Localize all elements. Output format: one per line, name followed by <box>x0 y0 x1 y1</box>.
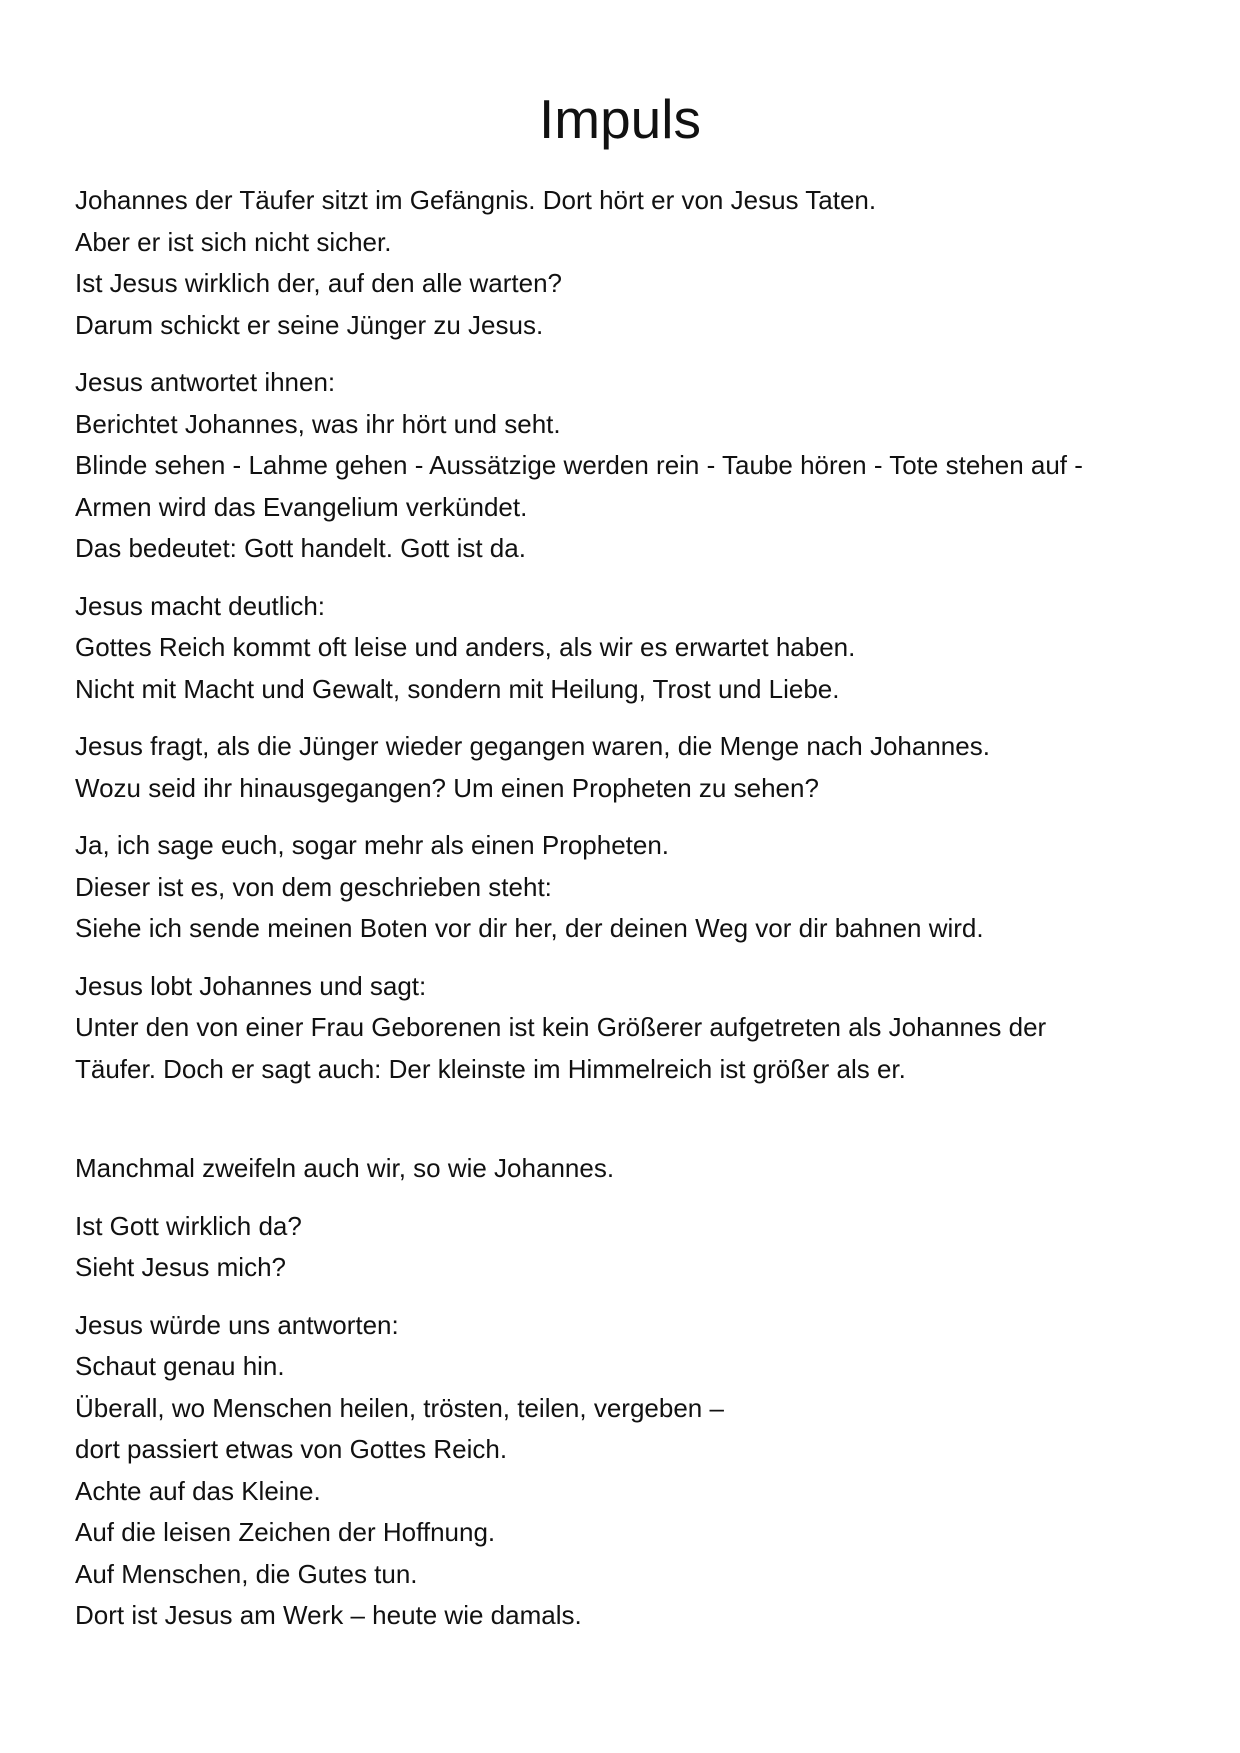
text-line: Sieht Jesus mich? <box>75 1252 286 1282</box>
paragraph-8 <box>75 1206 1185 1289</box>
document-body <box>75 180 1185 1653</box>
text-line: Siehe ich sende meinen Boten vor dir her, der deinen Weg vor dir bahnen wird. <box>75 913 984 943</box>
text-line: Ja, ich sage euch, sogar mehr als einen Propheten. <box>75 830 670 860</box>
text-line: Überall, wo Menschen heilen, trösten, teilen, vergeben – <box>75 1392 724 1423</box>
text-line: Jesus fragt, als die Jünger wieder gegangen waren, die Menge nach Johannes. <box>75 731 990 761</box>
text-line: Darum schickt er seine Jünger zu Jesus. <box>75 309 544 340</box>
text-line: Jesus lobt Johannes und sagt: <box>75 970 427 1001</box>
paragraph-4 <box>75 726 1185 809</box>
text-line: Blinde sehen - Lahme gehen - Aussätzige werden rein - Taube hören - Tote stehen auf - <box>75 450 1083 480</box>
paragraph-7 <box>75 1148 1185 1190</box>
text-line: Das bedeutet: Gott handelt. Gott ist da. <box>75 533 526 563</box>
page-title: Impuls <box>539 88 701 150</box>
text-line: Dieser ist es, von dem geschrieben steht: <box>75 871 552 902</box>
text-line: Nicht mit Macht und Gewalt, sondern mit Heilung, Trost und Liebe. <box>75 673 840 704</box>
text-line: Auf Menschen, die Gutes tun. <box>75 1558 418 1589</box>
text-line: Armen wird das Evangelium verkündet. <box>75 491 528 522</box>
paragraph-1 <box>75 180 1185 346</box>
text-line: Aber er ist sich nicht sicher. <box>75 226 392 257</box>
text-line: Achte auf das Kleine. <box>75 1475 321 1506</box>
text-line: Täufer. Doch er sagt auch: Der kleinste im Himmelreich ist größer als er. <box>75 1053 906 1084</box>
paragraph-5 <box>75 825 1185 950</box>
text-line: Gottes Reich kommt oft leise und anders, als wir es erwartet haben. <box>75 632 856 662</box>
text-line: Wozu seid ihr hinausgegangen? Um einen Propheten zu sehen? <box>75 772 819 803</box>
text-line: Berichtet Johannes, was ihr hört und seht. <box>75 408 561 439</box>
text-line: Ist Gott wirklich da? <box>75 1210 302 1241</box>
text-line: Johannes der Täufer sitzt im Gefängnis. Dort hört er von Jesus Taten. <box>75 185 877 215</box>
paragraph-6 <box>75 966 1185 1091</box>
paragraph-3 <box>75 586 1185 711</box>
text-line: Manchmal zweifeln auch wir, so wie Johannes. <box>75 1153 615 1183</box>
text-line: Unter den von einer Frau Geborenen ist kein Größerer aufgetreten als Johannes der <box>75 1012 1047 1042</box>
text-line: Auf die leisen Zeichen der Hoffnung. <box>75 1517 496 1547</box>
paragraph-9 <box>75 1305 1185 1637</box>
text-line: Jesus würde uns antworten: <box>75 1309 399 1340</box>
text-line: Jesus antwortet ihnen: <box>75 367 336 397</box>
text-line: dort passiert etwas von Gottes Reich. <box>75 1434 508 1464</box>
text-line: Jesus macht deutlich: <box>75 590 326 621</box>
text-line: Ist Jesus wirklich der, auf den alle warten? <box>75 268 563 298</box>
paragraph-2 <box>75 362 1185 570</box>
text-line: Schaut genau hin. <box>75 1351 285 1381</box>
text-line: Dort ist Jesus am Werk – heute wie damals. <box>75 1600 582 1630</box>
